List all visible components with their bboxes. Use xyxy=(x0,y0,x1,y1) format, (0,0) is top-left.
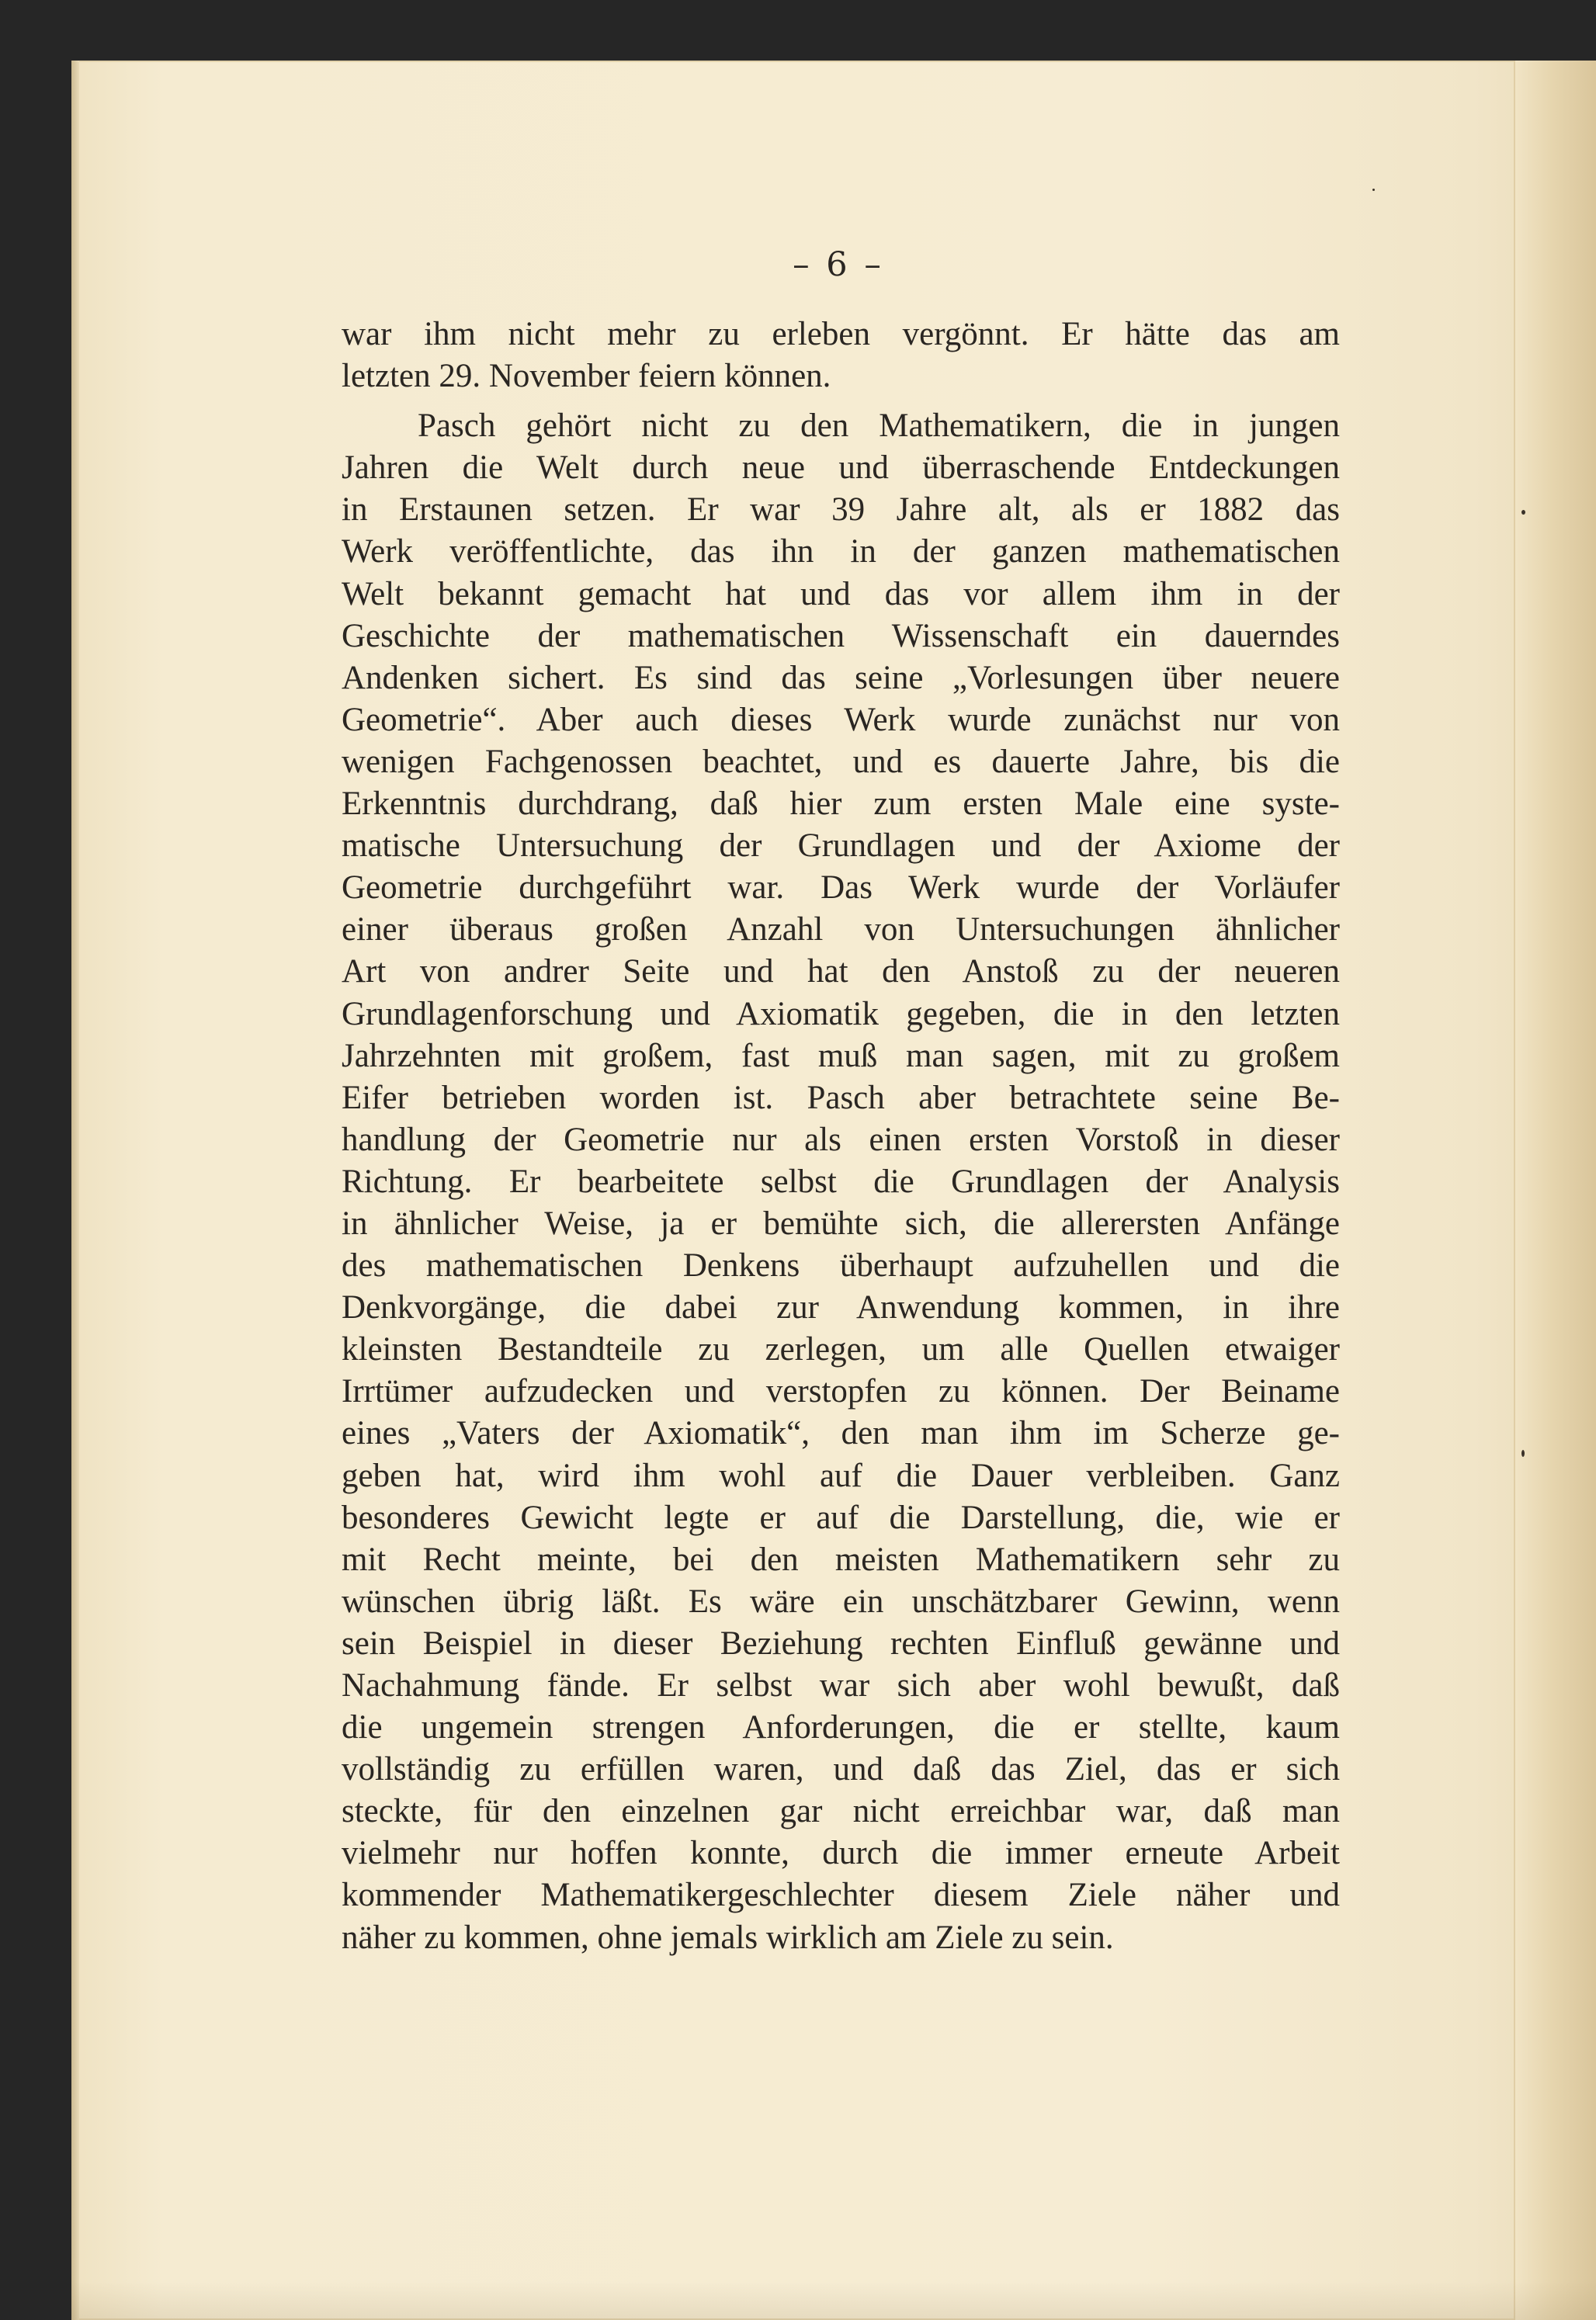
text-line: sein Beispiel in dieser Beziehung rechten Einfluß gewänne und xyxy=(342,1625,1340,1662)
text-line: Eifer betrieben worden ist. Pasch aber betrachtete seine Be- xyxy=(342,1079,1340,1116)
text-line: Jahren die Welt durch neue und überraschende Entdeckungen xyxy=(342,449,1340,487)
page-left-edge xyxy=(71,61,79,2320)
text-line: die ungemein strengen Anforderungen, die er stellte, kaum xyxy=(342,1709,1340,1746)
paragraph xyxy=(342,405,1340,1958)
paragraph xyxy=(342,314,1340,397)
text-line: Jahrzehnten mit großem, fast muß man sagen, mit zu großem xyxy=(342,1037,1340,1074)
text-line: Welt bekannt gemacht hat und das vor allem ihm in der xyxy=(342,575,1340,612)
text-line: Denkvorgänge, die dabei zur Anwendung kommen, in ihre xyxy=(342,1289,1340,1326)
text-line: Andenken sichert. Es sind das seine „Vorlesungen über neuere xyxy=(342,659,1340,696)
text-line: Erkenntnis durchdrang, daß hier zum ersten Male eine syste- xyxy=(342,785,1340,823)
text-line: vielmehr nur hoffen konnte, durch die immer erneute Arbeit xyxy=(342,1835,1340,1872)
text-line: Art von andrer Seite und hat den Anstoß zu der neueren xyxy=(342,953,1340,990)
body-text xyxy=(342,314,1340,1959)
text-line: Grundlagenforschung und Axiomatik gegeben, die in den letzten xyxy=(342,995,1340,1032)
text-line: matische Untersuchung der Grundlagen und der Axiome der xyxy=(342,827,1340,865)
text-line: eines „Vaters der Axiomatik“, den man ihm im Scherze ge- xyxy=(342,1415,1340,1452)
text-line: kleinsten Bestandteile zu zerlegen, um alle Quellen etwaiger xyxy=(342,1331,1340,1368)
text-line: wünschen übrig läßt. Es wäre ein unschätzbarer Gewinn, wenn xyxy=(342,1583,1340,1620)
text-line: Pasch gehört nicht zu den Mathematikern, die in jungen xyxy=(418,407,1340,445)
text-line: steckte, für den einzelnen gar nicht erreichbar war, daß man xyxy=(342,1793,1340,1830)
text-line: kommender Mathematikergeschlechter diesem Ziele näher und xyxy=(342,1877,1340,1914)
page-bottom-shadow xyxy=(71,2282,1596,2320)
text-line: besonderes Gewicht legte er auf die Darstellung, die, wie er xyxy=(342,1499,1340,1536)
text-line: mit Recht meinte, bei den meisten Mathematikern sehr zu xyxy=(342,1541,1340,1578)
text-line: geben hat, wird ihm wohl auf die Dauer verbleiben. Ganz xyxy=(342,1457,1340,1494)
text-line: vollständig zu erfüllen waren, und daß das Ziel, das er sich xyxy=(342,1751,1340,1788)
facing-page-edge xyxy=(1514,61,1596,2320)
text-line: einer überaus großen Anzahl von Untersuchungen ähnlicher xyxy=(342,911,1340,948)
text-line: Nachahmung fände. Er selbst war sich aber wohl bewußt, daß xyxy=(342,1667,1340,1704)
text-line: letzten 29. November feiern können. xyxy=(342,358,831,395)
text-line: handlung der Geometrie nur als einen ersten Vorstoß in dieser xyxy=(342,1121,1340,1158)
text-line: Geschichte der mathematischen Wissenschaft ein dauerndes xyxy=(342,617,1340,654)
text-line: Geometrie“. Aber auch dieses Werk wurde zunächst nur von xyxy=(342,701,1340,738)
text-line: Geometrie durchgeführt war. Das Werk wurde der Vorläufer xyxy=(342,869,1340,907)
text-line: Werk veröffentlichte, das ihn in der ganzen mathematischen xyxy=(342,533,1340,570)
text-line: war ihm nicht mehr zu erleben vergönnt. Er hätte das am xyxy=(342,316,1340,352)
text-line: näher zu kommen, ohne jemals wirklich am Ziele zu sein. xyxy=(342,1919,1114,1956)
text-line: Irrtümer aufzudecken und verstopfen zu können. Der Beiname xyxy=(342,1373,1340,1410)
page-number: – 6 – xyxy=(793,245,884,284)
text-line: Richtung. Er bearbeitete selbst die Grundlagen der Analysis xyxy=(342,1163,1340,1200)
text-line: in ähnlicher Weise, ja er bemühte sich, die allerersten Anfänge xyxy=(342,1205,1340,1242)
text-line: des mathematischen Denkens überhaupt aufzuhellen und die xyxy=(342,1247,1340,1285)
text-line: in Erstaunen setzen. Er war 39 Jahre alt, als er 1882 das xyxy=(342,491,1340,529)
text-line: wenigen Fachgenossen beachtet, und es dauerte Jahre, bis die xyxy=(342,743,1340,780)
